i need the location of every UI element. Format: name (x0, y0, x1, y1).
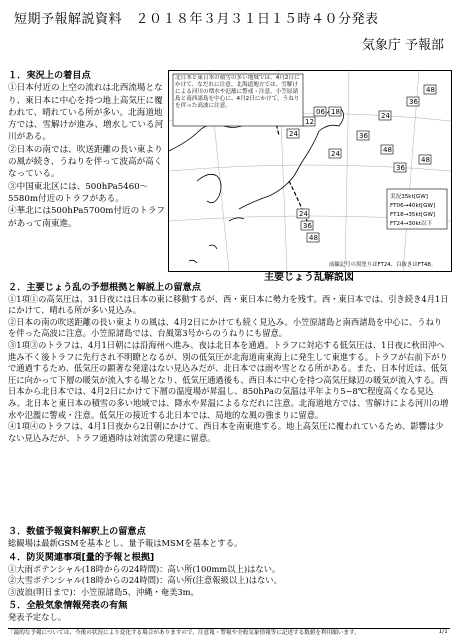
map-label: 48 (383, 146, 392, 154)
map-label: 24 (289, 130, 298, 138)
issuing-organization: 気象庁 予報部 (361, 38, 444, 53)
map-label: 06 (316, 108, 325, 116)
section-5-text: 発表予定なし。 (8, 611, 67, 622)
map-label: 36 (303, 222, 312, 230)
map-legend-item: FT06→40kt[GW] (390, 203, 436, 209)
section-2-paragraph: ②日本の南の吹送距離の長い東よりの風は、4月2日にかけても続く見込み。小笠原諸島と南西諸島を中心に、うねりを伴った高波に注意。小笠原諸島では、台風第3号からのうねりにも留意。 (8, 316, 443, 339)
map-legend-item: 実況35kt[GW] (390, 194, 428, 200)
section-1-item: ③中国東北区には、500hPa5460～5580m付近のトラフがある。 (8, 181, 149, 204)
section-1-item: ②日本の南では、吹送距離の長い東よりの風が続き、うねりを伴って波高が高くなっている。 (8, 144, 163, 180)
map-label: 36 (396, 164, 405, 172)
section-4-item: ②大雪ポテンシャル(18時からの24時間)：高い所(注意報級以上)はない。 (8, 575, 282, 586)
map-label: 36 (359, 132, 368, 140)
section-1 (8, 70, 166, 230)
map-legend-item: FT24→30kt以下 (390, 221, 433, 227)
section-4-item: ①大雨ポテンシャル(18時からの24時間)：高い所(100mm以上)はない。 (8, 563, 281, 574)
map-label: 36 (409, 98, 418, 106)
map-label: 24 (299, 210, 308, 218)
map-label: 24 (331, 150, 340, 158)
section-2-paragraph: ①1項①の高気圧は、31日夜には日本の東に移動するが、西・東日本に勢力を残す。西・東日本では、引き続き4月1日にかけて、晴れる所が多い見込み。 (8, 293, 449, 316)
document-title: 短期予報解説資料 ２０１８年３月３１日１５時４０分発表 (14, 12, 379, 27)
section-1-item: ④華北には500hPa5700m付近のトラフがあって南東進。 (8, 206, 166, 229)
section-3-heading: ３．数値予報資料解釈上の留意点 (8, 526, 146, 537)
map-label: 48 (426, 86, 435, 94)
weather-map-svg (169, 71, 451, 271)
map-caption: 主要じょう乱解説図 (264, 272, 354, 283)
section-2-paragraph: ④1項④のトラフは、4月1日夜から2日朝にかけて、西日本を南東進する。地上高気圧に覆われているため、影響は少ない見込みだが、トラフ通過時は対流雲の発達に留意。 (8, 421, 444, 443)
section-1-item: ①日本付近の上空の流れは北西流場となり、東日本に中心を持つ地上高気圧に覆われて、晴れている所が多い。北海道地方では、雪解けが進み、増水している河川がある。 (8, 83, 164, 143)
map-label: 12 (305, 118, 314, 126)
weather-map (168, 70, 452, 272)
map-label: 48 (421, 156, 430, 164)
section-1-heading: １．実況上の着目点 (8, 70, 91, 81)
section-2-heading: ２．主要じょう乱の予想根拠と解説上の留意点 (8, 282, 201, 293)
map-note: 北日本と東日本の積雪の多い地域では、4月2日にかけて、なだれに注意。北海道地方では、雪解けによる河川の増水や氾濫に警戒・注意。小笠原諸島と南西諸島を中心に、4月2日にかけて、うねりを伴った高波に注意。 (175, 75, 300, 109)
section-3-text: 総観場は最新GSMを基本とし、量予報はMSMを基本とする。 (8, 537, 243, 548)
page-number: 1/1 (438, 628, 448, 635)
section-3 (8, 526, 450, 549)
footer-note: 「最的な予報については、今後の状況により変化する場合がありますので、注意報・警報や全般気象情報等に記述する数値を利用願います。 (8, 628, 450, 637)
map-label: 48 (309, 234, 318, 242)
section-4-heading: ４．防災関連事項[量的予報と根拠] (8, 552, 155, 563)
section-4 (8, 552, 450, 598)
section-5 (8, 600, 450, 623)
map-label: 18 (331, 108, 340, 116)
section-2 (8, 282, 450, 444)
map-legend-item: FT18→35kt[GW] (390, 212, 436, 218)
section-4-item: ③波浪(明日まで)：小笠原諸島5、沖縄・奄美3m。 (8, 586, 199, 597)
map-label: 24 (381, 112, 390, 120)
section-2-paragraph: ③1項③のトラフは、4月1日朝には沿海州へ進み、夜は北日本を通過。トラフに対応する低気圧は、1日夜に秋田沖へ進み不く後トラフに先行され不明瞭となるが、別の低気圧が北海道南東海上に発生して東進する。トラフが右前下がりで通過するため、低気圧の顕著な発達はない見込みだが、北日本では雨や雪となる所がある。また、日本付近は、低気圧に向かって下層の暖気が流入する場となり、低気圧通過後も、西日本に中心を持つ高気圧縁辺の暖気が流入する。西日本から北日本では、4月2日にかけて下層の温度場が昇温し、850hPaの気温は平年より5~8℃程度高くなる見込み。北日本と東日本の積雪の多い地域では、降水や昇温によるなだれに注意。北海道地方では、雪解けによる河川の増水や氾濫に警戒・注意。低気圧の接近する北日本では、局地的な風の強まりに留意。 (8, 339, 449, 420)
map-footnote: 前線記号の黒塗りはFT24、白抜きはFT48。 (329, 262, 437, 268)
section-5-heading: ５．全般気象情報発表の有無 (8, 600, 128, 611)
